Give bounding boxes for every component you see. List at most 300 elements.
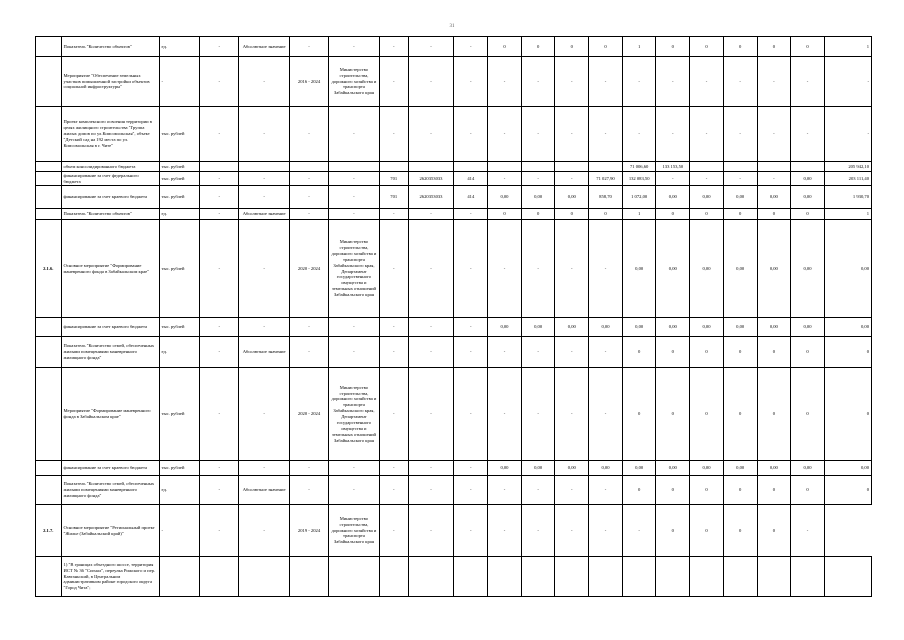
table-cell: 0,00	[723, 220, 757, 318]
table-cell: 2020 - 2024	[290, 368, 329, 461]
table-cell: 2019 - 2024	[290, 505, 329, 557]
table-cell: -	[379, 318, 408, 337]
table-cell: -	[200, 505, 239, 557]
table-cell: 0	[690, 37, 724, 57]
table-cell: 0	[757, 476, 791, 505]
table-cell: -	[408, 476, 454, 505]
table-cell: 0,00	[824, 461, 871, 476]
table-cell: 0,00	[656, 220, 690, 318]
table-cell: тыс. рублей	[159, 220, 200, 318]
table-cell: -	[555, 172, 589, 186]
table-cell	[555, 162, 589, 172]
table-cell: Абсолютное значение	[239, 209, 290, 220]
table-row	[36, 368, 872, 461]
table-cell: -	[488, 337, 522, 368]
table-cell	[36, 57, 62, 107]
table-cell: -	[791, 505, 825, 557]
table-cell: 1	[622, 209, 656, 220]
table-cell	[521, 557, 555, 597]
table-cell: 203 111,40	[824, 172, 871, 186]
table-cell: -	[239, 318, 290, 337]
table-cell: -	[379, 461, 408, 476]
table-cell	[290, 162, 329, 172]
table-cell: -	[200, 318, 239, 337]
table-cell: 0	[824, 337, 871, 368]
table-cell: -	[379, 476, 408, 505]
table-cell: -	[824, 57, 871, 107]
table-cell: -	[328, 461, 379, 476]
table-cell: -	[239, 368, 290, 461]
table-cell: -	[589, 505, 623, 557]
table-cell: -	[824, 107, 871, 162]
table-cell: 0,00	[589, 318, 623, 337]
table-row	[36, 57, 872, 107]
table-cell: 0	[791, 37, 825, 57]
table-cell: 0,00	[555, 186, 589, 209]
table-cell	[239, 557, 290, 597]
table-cell: ед.	[159, 476, 200, 505]
table-cell: -	[454, 505, 488, 557]
table-cell: -	[290, 186, 329, 209]
table-cell: 0	[656, 337, 690, 368]
table-cell: тыс. рублей	[159, 318, 200, 337]
table-cell: 0	[690, 505, 724, 557]
table-cell: -	[521, 505, 555, 557]
table-cell: Проект комплексного освоения территории в целях жилищного строительства "Группа жилых домов по ул.Комсомольская", объект "Детский сад на 192 места по ул. Комсомольская в г. Чите"	[61, 107, 159, 162]
table-cell: -	[555, 57, 589, 107]
table-cell: -	[328, 476, 379, 505]
table-cell	[379, 162, 408, 172]
table-cell: -	[159, 505, 200, 557]
table-cell: 0,00	[757, 461, 791, 476]
table-cell: 2620353033	[408, 172, 454, 186]
table-cell: 0,00	[656, 318, 690, 337]
table-cell: 0,00	[824, 318, 871, 337]
table-cell: Показатель "Количество объектов"	[61, 37, 159, 57]
table-cell: 0	[589, 37, 623, 57]
table-cell: -	[379, 107, 408, 162]
table-cell	[589, 557, 623, 597]
table-cell: 205 942,10	[824, 162, 871, 172]
table-cell: 0,00	[521, 186, 555, 209]
table-cell	[328, 162, 379, 172]
table-cell: 133 153,50	[656, 162, 690, 172]
table-cell: -	[328, 186, 379, 209]
table-cell: -	[290, 476, 329, 505]
table-cell: Показатель "Количество семей, обеспеченных жилыми помещениями маневренного жилищного фонда"	[61, 476, 159, 505]
table-cell: Министерство строительства, дорожного хозяйства и транспорта Забайкальского края	[328, 57, 379, 107]
table-cell: -	[408, 37, 454, 57]
table-cell: -	[328, 37, 379, 57]
table-cell: -	[521, 220, 555, 318]
table-cell	[656, 557, 690, 597]
table-cell: 0,00	[723, 186, 757, 209]
table-cell	[159, 557, 200, 597]
table-cell: -	[488, 107, 522, 162]
table-cell	[36, 107, 62, 162]
table-cell: 0	[521, 37, 555, 57]
table-cell: финансирование за счет краевого бюджета	[61, 186, 159, 209]
table-cell: -	[328, 318, 379, 337]
table-cell	[239, 162, 290, 172]
table-cell	[200, 557, 239, 597]
table-cell: -	[690, 172, 724, 186]
table-cell: -	[408, 57, 454, 107]
table-cell	[36, 209, 62, 220]
table-cell: -	[200, 57, 239, 107]
table-cell	[36, 368, 62, 461]
table-cell: 1	[824, 209, 871, 220]
table-cell: 0,00	[555, 318, 589, 337]
table-cell	[622, 557, 656, 597]
table-cell: объем консолидированного бюджета	[61, 162, 159, 172]
table-cell	[488, 557, 522, 597]
table-cell: 0,00	[622, 461, 656, 476]
table-cell: 0	[757, 368, 791, 461]
table-cell: 414	[454, 172, 488, 186]
table-cell	[36, 37, 62, 57]
table-row	[36, 318, 872, 337]
table-cell: ед.	[159, 37, 200, 57]
table-cell: 0	[690, 368, 724, 461]
table-cell: ед.	[159, 209, 200, 220]
table-cell: Мероприятие "Формирование маневренного фонда в Забайкальском крае"	[61, 368, 159, 461]
table-cell: 0	[723, 209, 757, 220]
table-cell: -	[488, 476, 522, 505]
table-cell	[379, 557, 408, 597]
table-cell: -	[454, 318, 488, 337]
table-cell: -	[408, 209, 454, 220]
table-cell: 2620353033	[408, 186, 454, 209]
table-cell	[36, 162, 62, 172]
table-cell: 0	[690, 337, 724, 368]
table-cell: 0	[589, 209, 623, 220]
table-cell: -	[290, 461, 329, 476]
table-cell	[36, 476, 62, 505]
table-cell: 1	[824, 37, 871, 57]
table-cell: -	[408, 220, 454, 318]
table-cell: 0,00	[488, 318, 522, 337]
table-cell: -	[200, 186, 239, 209]
table-cell: -	[239, 172, 290, 186]
table-cell: -	[239, 107, 290, 162]
table-cell	[690, 162, 724, 172]
table-cell: -	[589, 57, 623, 107]
table-cell	[36, 318, 62, 337]
table-cell: -	[488, 220, 522, 318]
table-row	[36, 476, 872, 505]
table-cell: 0	[690, 209, 724, 220]
table-cell: 2.1.7.	[36, 505, 62, 557]
table-cell: 0	[791, 368, 825, 461]
table-cell: Министерство строительства, дорожного хозяйства и транспорта Забайкальского края	[328, 505, 379, 557]
table-cell: -	[454, 461, 488, 476]
table-cell: -	[408, 107, 454, 162]
table-cell: 0	[488, 209, 522, 220]
table-cell	[723, 557, 757, 597]
table-cell: -	[723, 107, 757, 162]
table-cell: 0	[656, 209, 690, 220]
table-cell: 701	[379, 186, 408, 209]
table-cell: -	[408, 505, 454, 557]
table-cell: 132 083,50	[622, 172, 656, 186]
table-cell: 1) "В границах объездного шоссе, территория ИСТ № 36 "Сигнал", переулка Рижского и пер. Кавтаньский, в Центральном административном районе городского округа "Город Чита";	[61, 557, 159, 597]
table-cell: Мероприятие "Обеспечение земельных участков помышленной застройки объектов социальной инфраструктуры"	[61, 57, 159, 107]
table-cell: -	[200, 37, 239, 57]
table-cell: -	[454, 107, 488, 162]
table-cell: Министерство строительства, дорожного хозяйства и транспорта Забайкальского края, Департамент государственного имущества и земельных отношений Забайкальского края	[328, 220, 379, 318]
table-cell	[791, 162, 825, 172]
table-cell: 0	[622, 476, 656, 505]
table-cell: -	[200, 461, 239, 476]
table-cell: -	[200, 220, 239, 318]
table-cell: 0	[555, 209, 589, 220]
table-cell	[690, 557, 724, 597]
table-cell: -	[290, 337, 329, 368]
table-cell: Основное мероприятие "Формирование маневренного фонда в Забайкальском крае"	[61, 220, 159, 318]
table-row	[36, 172, 872, 186]
table-cell: -	[589, 107, 623, 162]
table-cell: -	[408, 318, 454, 337]
table-cell: 0	[488, 37, 522, 57]
table-cell: -	[622, 505, 656, 557]
table-cell: 0	[723, 368, 757, 461]
table-cell: Основное мероприятие "Региональный проект "Жилье (Забайкальский край)"	[61, 505, 159, 557]
table-cell: -	[757, 107, 791, 162]
table-cell: -	[656, 57, 690, 107]
table-cell	[408, 557, 454, 597]
table-cell: 0,00	[791, 220, 825, 318]
table-cell: 0,00	[757, 220, 791, 318]
table-cell: 0	[757, 37, 791, 57]
table-cell: 0,00	[757, 318, 791, 337]
table-cell: -	[555, 337, 589, 368]
table-cell: -	[239, 461, 290, 476]
table-cell	[36, 337, 62, 368]
table-cell: 0	[757, 505, 791, 557]
table-cell: -	[290, 107, 329, 162]
table-cell: тыс. рублей	[159, 162, 200, 172]
table-cell	[757, 557, 791, 597]
table-cell	[757, 162, 791, 172]
table-cell: -	[328, 209, 379, 220]
table-cell: 0,00	[656, 186, 690, 209]
table-cell: тыс. рублей	[159, 107, 200, 162]
table-cell: 0	[757, 337, 791, 368]
table-cell: 2.1.6.	[36, 220, 62, 318]
table-cell: 0	[656, 505, 690, 557]
table-cell: 0,00	[589, 461, 623, 476]
table-row	[36, 337, 872, 368]
table-cell: -	[690, 107, 724, 162]
table-cell: 1 930,70	[824, 186, 871, 209]
table-cell: -	[200, 368, 239, 461]
table-cell: -	[757, 172, 791, 186]
table-cell: -	[200, 476, 239, 505]
table-cell: -	[379, 368, 408, 461]
table-cell: -	[290, 209, 329, 220]
table-cell: -	[791, 107, 825, 162]
table-row	[36, 107, 872, 162]
table-cell	[36, 461, 62, 476]
table-cell: -	[200, 337, 239, 368]
table-cell: финансирование за счет федерального бюджета	[61, 172, 159, 186]
table-cell: -	[488, 505, 522, 557]
table-cell: -	[656, 107, 690, 162]
table-cell: -	[328, 337, 379, 368]
table-cell: -	[521, 172, 555, 186]
table-cell: -	[555, 368, 589, 461]
table-cell: -	[379, 209, 408, 220]
table-cell: Министерство строительства, дорожного хозяйства и транспорта Забайкальского края, Департамент государственного имущества и земельных отношений Забайкальского края	[328, 368, 379, 461]
table-row	[36, 557, 872, 597]
table-row	[36, 220, 872, 318]
table-cell: -	[521, 337, 555, 368]
table-cell: ед.	[159, 337, 200, 368]
table-cell: -	[159, 57, 200, 107]
table-cell: тыс. рублей	[159, 186, 200, 209]
table-cell: 0,00	[723, 318, 757, 337]
table-cell: финансирование за счет краевого бюджета	[61, 461, 159, 476]
table-cell: 2020 - 2024	[290, 220, 329, 318]
table-cell: 0	[656, 476, 690, 505]
table-cell: 0	[723, 505, 757, 557]
table-cell: -	[488, 172, 522, 186]
table-cell: -	[757, 57, 791, 107]
table-cell: -	[622, 57, 656, 107]
table-cell	[200, 162, 239, 172]
table-cell	[36, 172, 62, 186]
table-cell	[723, 162, 757, 172]
table-cell: -	[408, 368, 454, 461]
table-row	[36, 37, 872, 57]
table-cell: -	[290, 172, 329, 186]
table-cell: -	[290, 37, 329, 57]
table-cell	[408, 162, 454, 172]
table-cell: -	[589, 337, 623, 368]
table-cell: -	[454, 368, 488, 461]
table-cell: Абсолютное значение	[239, 37, 290, 57]
table-cell: -	[454, 337, 488, 368]
table-cell: Показатель "Количество объектов"	[61, 209, 159, 220]
table-cell	[521, 162, 555, 172]
table-cell: 701	[379, 172, 408, 186]
table-cell: -	[723, 172, 757, 186]
table-cell: 0,00	[791, 461, 825, 476]
table-cell: -	[408, 337, 454, 368]
table-cell: 0,00	[488, 186, 522, 209]
table-cell: -	[454, 220, 488, 318]
table-cell: -	[200, 172, 239, 186]
table-cell: -	[791, 57, 825, 107]
table-cell	[454, 162, 488, 172]
table-cell: -	[239, 220, 290, 318]
table-row	[36, 186, 872, 209]
table-cell: 0	[757, 209, 791, 220]
table-cell: 0,00	[521, 318, 555, 337]
table-cell: -	[488, 368, 522, 461]
table-cell: 0	[791, 209, 825, 220]
table-cell: 0,00	[723, 461, 757, 476]
table-cell: -	[656, 172, 690, 186]
table-cell: -	[521, 107, 555, 162]
table-cell: 0	[824, 476, 871, 505]
table-cell: финансирование за счет краевого бюджета	[61, 318, 159, 337]
table-cell: 0	[622, 337, 656, 368]
table-cell	[290, 557, 329, 597]
table-cell: 0	[521, 209, 555, 220]
table-cell: -	[454, 476, 488, 505]
table-cell	[488, 162, 522, 172]
table-cell: 2016 - 2024	[290, 57, 329, 107]
table-row	[36, 461, 872, 476]
table-cell: -	[328, 107, 379, 162]
table-cell: -	[408, 461, 454, 476]
program-table	[35, 36, 872, 597]
table-cell: 0,00	[690, 461, 724, 476]
table-cell: 71 027,90	[589, 172, 623, 186]
table-cell: 0,00	[791, 318, 825, 337]
table-cell: -	[239, 57, 290, 107]
table-cell: 0	[622, 368, 656, 461]
table-row	[36, 162, 872, 172]
table-row	[36, 209, 872, 220]
table-cell: 0,00	[791, 186, 825, 209]
table-cell: -	[379, 57, 408, 107]
table-cell: Показатель "Количество семей, обеспеченных жилыми помещениями маневренного жилищного фонда"	[61, 337, 159, 368]
table-cell: 0,00	[690, 220, 724, 318]
table-cell: 414	[454, 186, 488, 209]
table-cell: 0,00	[622, 318, 656, 337]
table-cell: 1	[622, 37, 656, 57]
table-cell: -	[328, 172, 379, 186]
table-cell: 0,00	[690, 186, 724, 209]
table-cell: 1 072,00	[622, 186, 656, 209]
table-cell: 0	[791, 337, 825, 368]
table-cell: 0,00	[656, 461, 690, 476]
table-cell: -	[555, 476, 589, 505]
table-cell: 0	[723, 337, 757, 368]
table-cell: 0	[656, 368, 690, 461]
table-cell: -	[723, 57, 757, 107]
table-cell: -	[589, 476, 623, 505]
table-cell: 0	[824, 368, 871, 461]
table-cell: 0,00	[555, 461, 589, 476]
table-cell: 0	[656, 37, 690, 57]
table-cell: тыс. рублей	[159, 368, 200, 461]
table-cell: -	[555, 107, 589, 162]
table-cell: 71 006,60	[622, 162, 656, 172]
table-cell: -	[290, 318, 329, 337]
page-number: 31	[449, 24, 455, 29]
table-cell: 0	[555, 37, 589, 57]
table-cell: -	[200, 107, 239, 162]
table-cell: -	[379, 337, 408, 368]
table-cell	[328, 557, 379, 597]
table-cell: -	[239, 505, 290, 557]
table-cell: 0,00	[488, 461, 522, 476]
table-cell	[555, 557, 589, 597]
table-cell: -	[555, 220, 589, 318]
table-cell: 0,00	[791, 172, 825, 186]
table-cell: 0	[690, 476, 724, 505]
table-cell	[36, 557, 62, 597]
table-cell: -	[379, 220, 408, 318]
table-cell	[589, 162, 623, 172]
table-cell: -	[521, 368, 555, 461]
table-cell: -	[521, 476, 555, 505]
table-cell: -	[488, 57, 522, 107]
